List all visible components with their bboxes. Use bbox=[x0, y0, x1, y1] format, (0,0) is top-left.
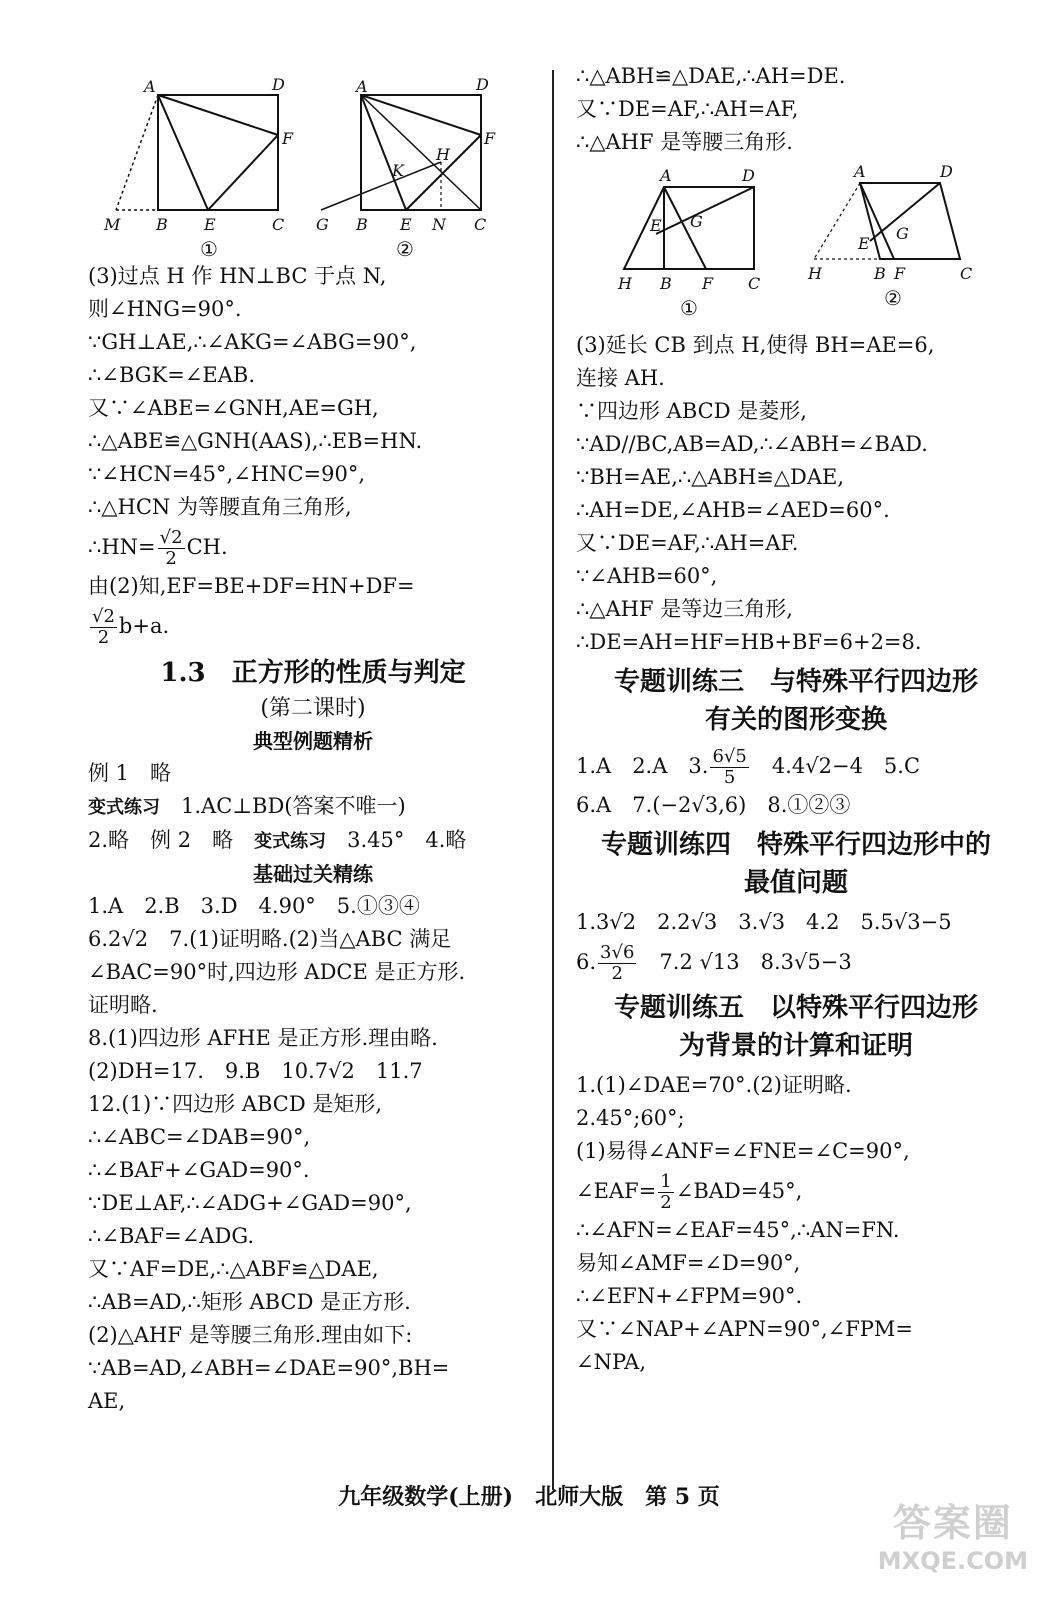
topic-5-line-1: 专题训练五 以特殊平行四边形 bbox=[613, 993, 978, 1023]
left-answer-line: 又∵AF=DE,∴△ABF≌△DAE, bbox=[88, 1257, 379, 1281]
label-E2: E bbox=[400, 215, 412, 234]
left-answer-line: ∴AB=AD,∴矩形 ABCD 是正方形. bbox=[88, 1290, 411, 1314]
variant-line-1 bbox=[88, 790, 538, 824]
t4-ans-post: 7.2 √13 8.3√5−3 bbox=[638, 950, 852, 974]
label-D3: D bbox=[742, 166, 755, 185]
topic-3-line-1: 专题训练三 与特殊平行四边形 bbox=[613, 667, 978, 697]
left-line: (3)过点 H 作 HN⊥BC 于点 N, bbox=[88, 264, 387, 288]
hn-frac-den: 2 bbox=[165, 548, 177, 569]
label-B2: B bbox=[356, 215, 368, 234]
label-B3: B bbox=[660, 274, 672, 293]
left-answer-line: 证明略. bbox=[88, 993, 158, 1017]
left-line: ∵∠HCN=45°,∠HNC=90°, bbox=[88, 462, 366, 486]
label-C2: C bbox=[474, 215, 487, 234]
eaf-pre: ∠EAF= bbox=[576, 1179, 657, 1203]
t4-frac-num: 3√6 bbox=[600, 942, 635, 963]
left-line: ∵GH⊥AE,∴∠AKG=∠ABG=90°, bbox=[88, 330, 417, 354]
left-answer-line: AE, bbox=[88, 1389, 126, 1413]
label-H2: H bbox=[436, 145, 450, 164]
hn-suffix: CH. bbox=[186, 535, 228, 559]
right-figures bbox=[576, 159, 1016, 329]
topic-3-title bbox=[576, 663, 1016, 739]
t3-frac-den: 5 bbox=[723, 767, 736, 788]
t3-fraction bbox=[710, 747, 748, 788]
label-A4: A bbox=[854, 162, 866, 181]
watermark-bottom: MXQE.COM bbox=[877, 1547, 1028, 1575]
right-figure-2 bbox=[794, 159, 1014, 329]
label-A3: A bbox=[660, 166, 672, 185]
label-F3: F bbox=[702, 274, 714, 293]
left-answer-line: 8.(1)四边形 AFHE 是正方形.理由略. bbox=[88, 1026, 438, 1050]
left-answer-line: ∵DE⊥AF,∴∠ADG+∠GAD=90°, bbox=[88, 1191, 412, 1215]
label-E3: E bbox=[650, 216, 662, 235]
right-column bbox=[576, 60, 1016, 1379]
watermark-logo bbox=[878, 1492, 1028, 1575]
hn-frac-num: √2 bbox=[159, 527, 183, 548]
hn-prefix: ∴HN= bbox=[88, 535, 156, 559]
hn-fraction bbox=[158, 528, 185, 569]
topic-3-line-2: 有关的图形变换 bbox=[704, 705, 887, 735]
topic-4-answers-2 bbox=[576, 939, 1016, 985]
right-line: 又∵DE=AF,∴AH=AF. bbox=[576, 531, 799, 555]
label-A1: A bbox=[144, 77, 156, 96]
t3-ans-pre: 1.A 2.A 3. bbox=[576, 754, 709, 778]
left-answer-line: (2)△AHF 是等腰三角形.理由如下: bbox=[88, 1323, 413, 1347]
left-answer-line: ∠BAC=90°时,四边形 ADCE 是正方形. bbox=[88, 960, 466, 984]
right-line: 1.(1)∠DAE=70°.(2)证明略. bbox=[576, 1073, 852, 1097]
right-line: ∴△AHF 是等腰三角形. bbox=[576, 130, 793, 154]
t4-fraction bbox=[598, 943, 636, 984]
right-line: ∵四边形 ABCD 是菱形, bbox=[576, 399, 807, 423]
label-E4: E bbox=[858, 234, 870, 253]
right-line: ∴△ABH≌△DAE,∴AH=DE. bbox=[576, 64, 846, 88]
ef-frac-den: 2 bbox=[97, 627, 110, 648]
right-line: ∴AH=DE,∠AHB=∠AED=60°. bbox=[576, 498, 890, 522]
line-2-head: 2.略 例 2 略 bbox=[88, 828, 255, 852]
fig-number-4: ② bbox=[884, 286, 902, 310]
label-D4: D bbox=[940, 162, 953, 181]
right-line: (1)易得∠ANF=∠FNE=∠C=90°, bbox=[576, 1139, 910, 1163]
right-line: ∴∠AFN=∠EAF=45°,∴AN=FN. bbox=[576, 1218, 900, 1242]
right-line: ∵∠AHB=60°, bbox=[576, 564, 718, 588]
right-line: 又∵DE=AF,∴AH=AF, bbox=[576, 97, 799, 121]
label-F4: F bbox=[894, 264, 906, 283]
left-answer-line: ∴∠BAF=∠ADG. bbox=[88, 1224, 255, 1248]
t4-ans-pre: 6. bbox=[576, 950, 597, 974]
eaf-frac-num: 1 bbox=[660, 1171, 672, 1192]
topic-5-line-2: 为背景的计算和证明 bbox=[678, 1031, 913, 1061]
left-answer-line: ∴∠ABC=∠DAB=90°, bbox=[88, 1125, 311, 1149]
eaf-post: ∠BAD=45°, bbox=[675, 1179, 803, 1203]
left-figures bbox=[88, 60, 538, 260]
label-E1: E bbox=[204, 215, 216, 234]
left-answer-line: (2)DH=17. 9.B 10.7√2 11.7 bbox=[88, 1059, 423, 1083]
right-line: 易知∠AMF=∠D=90°, bbox=[576, 1251, 801, 1275]
label-C1: C bbox=[272, 215, 285, 234]
left-line: 又∵∠ABE=∠GNH,AE=GH, bbox=[88, 396, 379, 420]
label-B4: B bbox=[874, 264, 886, 283]
topic-5-title bbox=[576, 989, 1016, 1065]
right-line: 又∵∠NAP+∠APN=90°,∠FPM= bbox=[576, 1317, 914, 1341]
left-line: ∴△HCN 为等腰直角三角形, bbox=[88, 495, 352, 519]
page-footer: 九年级数学(上册) 北师大版 第 5 页 bbox=[338, 1484, 720, 1510]
section-subtitle: (第二课时) bbox=[260, 696, 366, 721]
variant-text: 1.AC⊥BD(答案不唯一) bbox=[160, 794, 406, 818]
label-G4: G bbox=[896, 224, 909, 243]
right-line: 连接 AH. bbox=[576, 366, 665, 390]
left-column bbox=[88, 60, 538, 1418]
left-answer-line: ∴∠BAF+∠GAD=90°. bbox=[88, 1158, 310, 1182]
left-figure-1 bbox=[88, 60, 298, 260]
right-line: ∴DE=AH=HF=HB+BF=6+2=8. bbox=[576, 630, 922, 654]
label-B1: B bbox=[156, 215, 168, 234]
example-1: 例 1 略 bbox=[88, 761, 172, 785]
label-A2: A bbox=[356, 77, 368, 96]
eaf-frac-den: 2 bbox=[660, 1192, 672, 1213]
right-line: ∠NPA, bbox=[576, 1350, 647, 1374]
ef-suffix: b+a. bbox=[118, 614, 170, 638]
basic-heading: 基础过关精练 bbox=[253, 862, 373, 886]
hn-formula-line bbox=[88, 524, 538, 570]
t4-frac-den: 2 bbox=[611, 963, 623, 984]
right-line: ∴△AHF 是等边三角形, bbox=[576, 597, 793, 621]
ef-formula-line bbox=[88, 603, 538, 649]
label-F2: F bbox=[484, 129, 496, 148]
line-2-tail: 3.45° 4.略 bbox=[326, 828, 467, 852]
fig-number-2: ② bbox=[396, 237, 414, 260]
variant-label: 变式练习 bbox=[88, 797, 160, 818]
left-figure-2 bbox=[316, 60, 516, 260]
label-K2: K bbox=[392, 161, 404, 180]
topic-4-answers-1: 1.3√2 2.2√3 3.√3 4.2 5.5√3−5 bbox=[576, 910, 952, 934]
label-C3: C bbox=[748, 274, 761, 293]
left-line: 则∠HNG=90°. bbox=[88, 297, 242, 321]
label-G2: G bbox=[316, 215, 329, 234]
left-answer-line: 6.2√2 7.(1)证明略.(2)当△ABC 满足 bbox=[88, 927, 452, 951]
section-title: 1.3 正方形的性质与判定 bbox=[160, 658, 466, 688]
left-line: ∴△ABE≌△GNH(AAS),∴EB=HN. bbox=[88, 429, 423, 453]
right-figure-1 bbox=[576, 159, 776, 329]
right-line: (3)延长 CB 到点 H,使得 BH=AE=6, bbox=[576, 333, 935, 357]
right-line: ∵AD//BC,AB=AD,∴∠ABH=∠BAD. bbox=[576, 432, 928, 456]
topic-4-title bbox=[576, 826, 1016, 902]
right-line: 2.45°;60°; bbox=[576, 1106, 685, 1130]
ef-frac-num: √2 bbox=[92, 606, 115, 627]
left-answer-line: 1.A 2.B 3.D 4.90° 5.①③④ bbox=[88, 894, 420, 918]
right-line: ∴∠EFN+∠FPM=90°. bbox=[576, 1284, 803, 1308]
left-answer-line: ∵AB=AD,∠ABH=∠DAE=90°,BH= bbox=[88, 1356, 450, 1380]
t3-ans-post: 4.4√2−4 5.C bbox=[750, 754, 921, 778]
label-G3: G bbox=[690, 212, 703, 231]
label-H4: H bbox=[808, 264, 822, 283]
eaf-formula-line bbox=[576, 1168, 1016, 1214]
watermark-top: 答案圈 bbox=[892, 1501, 1013, 1545]
topic-4-line-1: 专题训练四 特殊平行四边形中的 bbox=[600, 830, 991, 860]
label-N2: N bbox=[432, 215, 446, 234]
label-C4: C bbox=[960, 264, 973, 283]
label-H3: H bbox=[618, 274, 632, 293]
fig-number-3: ① bbox=[680, 296, 698, 320]
topic-3-answers-1 bbox=[576, 743, 1016, 789]
topic-4-line-2: 最值问题 bbox=[743, 868, 848, 898]
t3-frac-num: 6√5 bbox=[712, 746, 747, 767]
label-M1: M bbox=[104, 215, 121, 234]
ef-fraction bbox=[90, 607, 117, 648]
topic-3-answers-2: 6.A 7.(−2√3,6) 8.①②③ bbox=[576, 793, 851, 817]
fig-number-1: ① bbox=[200, 237, 218, 260]
variant-label-2: 变式练习 bbox=[254, 831, 327, 852]
left-line: ∴∠BGK=∠EAB. bbox=[88, 363, 256, 387]
column-divider bbox=[552, 70, 554, 1490]
label-F1: F bbox=[282, 129, 294, 148]
left-answer-line: 12.(1)∵四边形 ABCD 是矩形, bbox=[88, 1092, 383, 1116]
right-line: ∵BH=AE,∴△ABH≌△DAE, bbox=[576, 465, 845, 489]
label-D1: D bbox=[272, 75, 285, 94]
ef-line: 由(2)知,EF=BE+DF=HN+DF= bbox=[88, 574, 415, 598]
variant-line-2 bbox=[88, 824, 538, 858]
typical-heading: 典型例题精析 bbox=[253, 729, 373, 753]
eaf-fraction bbox=[658, 1172, 673, 1213]
label-D2: D bbox=[476, 75, 489, 94]
